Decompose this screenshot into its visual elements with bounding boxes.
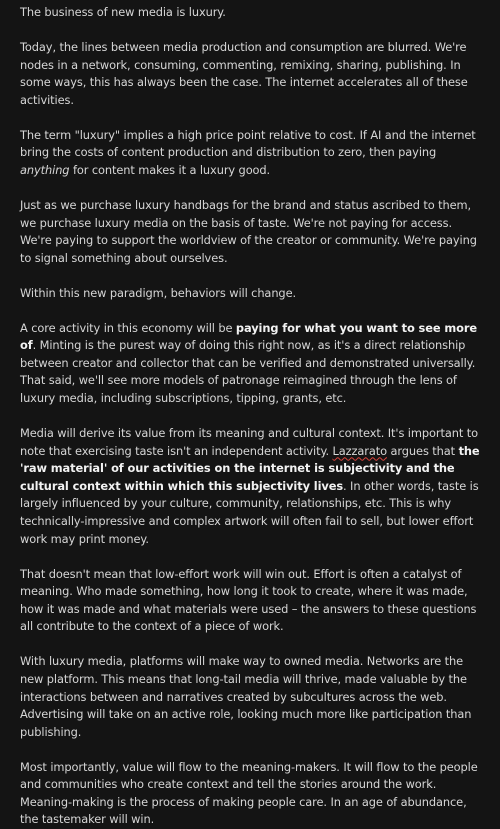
paragraph-10: Most importantly, value will flow to the meaning-makers. It will flow to the people and communities who create context and tell the stories around the work. Meaning-making is the process of making people care. In an age of abundance, the tastemaker will win. — [20, 759, 478, 827]
paragraph-3-text-start: The term "luxury" implies a high price point relative to cost. If AI and the internet bring the costs of content production and distribution to zero, then paying — [20, 127, 476, 160]
paragraph-7 — [20, 425, 482, 548]
paragraph-5: Within this new paradigm, behaviors will change. — [20, 285, 296, 300]
paragraph-1: The business of new media is luxury. — [20, 5, 226, 19]
paragraph-2: Today, the lines between media production and consumption are blurred. We're nodes in a network, consuming, commenting, remixing, sharing, publishing. In some ways, this has always been the case. The internet accelerates all of these activities. — [20, 39, 468, 107]
paragraph-7-text-start: Media will derive its value from its meaning and cultural context. It's important to note that exercising taste isn't an independent activity. — [20, 426, 478, 458]
paragraph-7-text-end: . In other words, taste is largely influenced by your culture, community, relationships, etc. This is why technically-impressive and complex artwork will often fail to sell, but lower effort work may print money. — [20, 478, 479, 546]
paragraph-9: With luxury media, platforms will make way to owned media. Networks are the new platform. This means that long-tail media will thrive, made valuable by the interactions between and narratives created by subcultures across the web. Advertising will take on an active role, looking much more like participation than publishing. — [20, 654, 472, 739]
paragraph-6-text-end: . Minting is the purest way of doing this right now, as it's a direct relationship between creator and collector that can be verified and demonstrated universally. That said, we'll see more models of patronage reimagined through the lens of luxury media, including subscriptions, tipping, grants, etc. — [20, 338, 476, 406]
paragraph-6 — [20, 320, 482, 408]
paragraph-8: That doesn't mean that low-effort work will win out. Effort is often a catalyst of meaning. Who made something, how long it took to create, where it was made, how it was made and what materials were used – the answers to these questions all contribute to the context of a piece of work. — [20, 566, 477, 634]
paragraph-7-highlight: the 'raw material' of our activities on the internet is subjectivity and the cultural context within which this subjectivity lives — [20, 443, 480, 493]
paragraph-3-emphasis: anything — [20, 162, 70, 177]
paragraph-3 — [20, 127, 482, 180]
paragraph-4: Just as we purchase luxury handbags for the brand and status ascribed to them, we purchase luxury media on the basis of taste. We're not paying for access. We're paying to support the worldview of the creator or community. We're paying to signal something about ourselves. — [20, 197, 477, 265]
paragraph-6-text-start: A core activity in this economy will be — [20, 320, 236, 335]
paragraph-7-text-mid: argues that — [387, 443, 459, 458]
paragraph-3-text-end: for content makes it a luxury good. — [69, 162, 271, 177]
paragraph-6-highlight: paying for what you want to see more of — [20, 320, 477, 353]
misspelled-word-lazzarato[interactable]: Lazzarato — [332, 443, 387, 458]
